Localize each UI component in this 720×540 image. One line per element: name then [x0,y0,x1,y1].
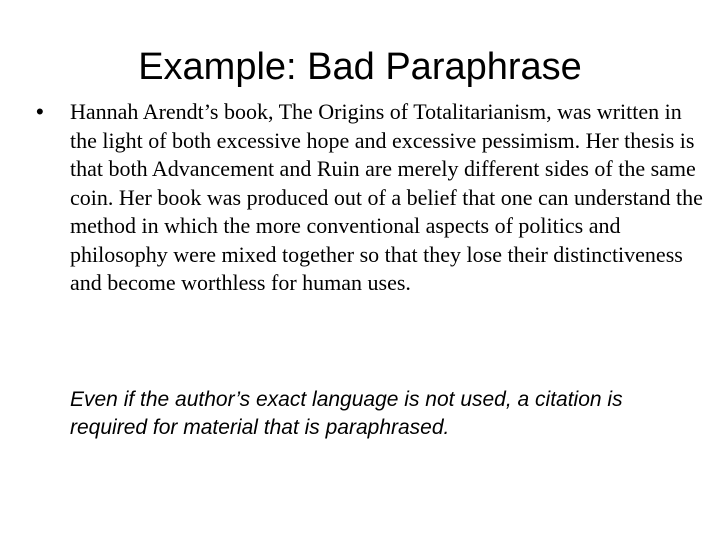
bullet-text: Hannah Arendt’s book, The Origins of Totalitarianism, was written in the light of both excessive hope and excessive pessimism. Her thesis is that both Advancement and Ruin are merely different sides of the same coin. Her book was produced out of a belief that one can understand the method in which the more conventional aspects of politics and philosophy were mixed together so that they lose their distinctiveness and become worthless for human uses. [70,99,703,295]
bullet-icon: • [36,99,44,124]
slide-title: Example: Bad Paraphrase [138,46,582,88]
note-text: Even if the author’s exact language is not used, a citation is required for material that is paraphrased. [70,388,623,439]
